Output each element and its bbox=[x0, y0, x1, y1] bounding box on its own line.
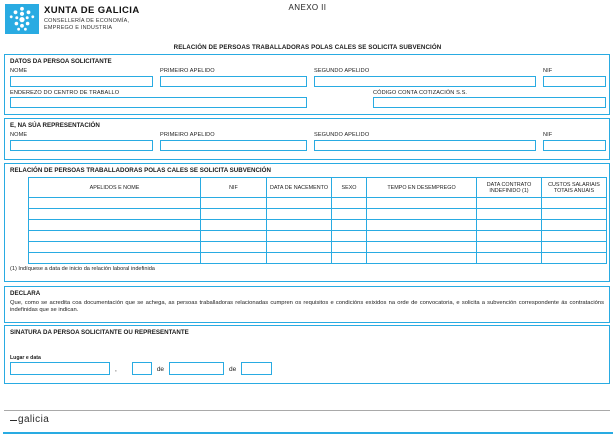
workers-section bbox=[4, 163, 610, 282]
declaration-body: Que, como se acredita coa documentación que se achega, as persoas traballadoras relacionadas cumpren os requisitos e condicións exixidos na orde de convocatoria, e solicita a subvención correspondente ás contratacións indefinidas que se indican. bbox=[10, 300, 604, 313]
department-name bbox=[44, 18, 140, 31]
signature-section bbox=[4, 325, 610, 384]
worker-cell[interactable] bbox=[201, 253, 267, 264]
col-data-de-nacemento: DATA DE NACEMENTO bbox=[267, 178, 332, 198]
signature-date-row bbox=[10, 362, 604, 375]
worker-row bbox=[29, 253, 607, 264]
worker-row bbox=[29, 231, 607, 242]
applicant-enderezo-field bbox=[10, 90, 307, 109]
worker-cell[interactable] bbox=[477, 209, 542, 220]
worker-cell[interactable] bbox=[332, 253, 367, 264]
org-name: XUNTA DE GALICIA bbox=[44, 5, 140, 16]
table-footnote: (1) Indíquese a data de inicio da relación laboral indefinida bbox=[10, 266, 155, 272]
worker-cell[interactable] bbox=[201, 220, 267, 231]
applicant-section-title: DATOS DA PERSOA SOLICITANTE bbox=[10, 58, 112, 65]
representative-row-1 bbox=[10, 132, 604, 151]
applicant-segundo-apelido-field bbox=[314, 68, 536, 87]
applicant-row-1 bbox=[10, 68, 604, 87]
month-input[interactable] bbox=[169, 362, 224, 375]
worker-cell[interactable] bbox=[201, 209, 267, 220]
worker-cell[interactable] bbox=[477, 198, 542, 209]
representative-primeiro-apelido-field bbox=[160, 132, 307, 151]
worker-row bbox=[29, 242, 607, 253]
applicant-nif-label: NIF bbox=[543, 68, 553, 74]
representative-segundo-apelido-label: SEGUNDO APELIDO bbox=[314, 132, 370, 138]
applicant-primeiro-apelido-label: PRIMEIRO APELIDO bbox=[160, 68, 215, 74]
applicant-enderezo-input[interactable] bbox=[10, 97, 307, 108]
col-tempo-en-desemprego: TEMPO EN DESEMPREGO bbox=[367, 178, 477, 198]
worker-cell[interactable] bbox=[542, 209, 607, 220]
applicant-enderezo-label: ENDEREZO DO CENTRO DE TRABALLO bbox=[10, 89, 120, 96]
representative-segundo-apelido-input[interactable] bbox=[314, 140, 536, 151]
worker-cell[interactable] bbox=[477, 231, 542, 242]
place-date-label: Lugar e data bbox=[10, 355, 41, 361]
applicant-nome-input[interactable] bbox=[10, 76, 153, 87]
worker-cell[interactable] bbox=[267, 220, 332, 231]
applicant-nif-field bbox=[543, 68, 606, 87]
place-input[interactable] bbox=[10, 362, 110, 375]
worker-cell[interactable] bbox=[477, 253, 542, 264]
applicant-nome-field bbox=[10, 68, 153, 87]
worker-cell[interactable] bbox=[542, 242, 607, 253]
worker-cell[interactable] bbox=[477, 220, 542, 231]
representative-section-title: E, NA SÚA REPRESENTACIÓN bbox=[10, 122, 100, 129]
worker-cell[interactable] bbox=[267, 253, 332, 264]
de-text-2: de bbox=[229, 366, 237, 373]
worker-cell[interactable] bbox=[267, 231, 332, 242]
worker-cell[interactable] bbox=[267, 209, 332, 220]
worker-cell[interactable] bbox=[267, 198, 332, 209]
col-data-contrato-indefinido: DATA CONTRATO INDEFINIDO (1) bbox=[477, 178, 542, 198]
year-input[interactable] bbox=[241, 362, 272, 375]
de-text-1: de bbox=[156, 366, 165, 373]
worker-row bbox=[29, 220, 607, 231]
applicant-segundo-apelido-input[interactable] bbox=[314, 76, 536, 87]
applicant-primeiro-apelido-field bbox=[160, 68, 307, 87]
applicant-nome-label: NOME bbox=[10, 68, 28, 74]
galicia-brand-stroke bbox=[10, 420, 17, 421]
representative-segundo-apelido-field bbox=[314, 132, 536, 151]
signature-title: SINATURA DA PERSOA SOLICITANTE OU REPRESENTANTE bbox=[10, 329, 189, 336]
worker-cell[interactable] bbox=[29, 253, 201, 264]
worker-cell[interactable] bbox=[367, 242, 477, 253]
workers-table-header-row bbox=[29, 178, 607, 198]
applicant-segundo-apelido-label: SEGUNDO APELIDO bbox=[314, 68, 370, 74]
worker-cell[interactable] bbox=[201, 198, 267, 209]
footer-divider bbox=[4, 410, 610, 411]
worker-cell[interactable] bbox=[29, 242, 201, 253]
worker-cell[interactable] bbox=[201, 231, 267, 242]
workers-section-title: RELACIÓN DE PERSOAS TRABALLADORAS POLAS CALES SE SOLICITA SUBVENCIÓN bbox=[10, 167, 271, 174]
representative-nome-input[interactable] bbox=[10, 140, 153, 151]
col-nif: NIF bbox=[201, 178, 267, 198]
galicia-brand-text: galicia bbox=[18, 414, 50, 425]
galicia-brand-logo bbox=[10, 414, 49, 425]
worker-cell[interactable] bbox=[542, 198, 607, 209]
worker-cell[interactable] bbox=[29, 220, 201, 231]
applicant-codigo-conta-label: CÓDIGO CONTA COTIZACIÓN S.S. bbox=[373, 89, 468, 96]
day-input[interactable] bbox=[132, 362, 152, 375]
worker-cell[interactable] bbox=[367, 253, 477, 264]
representative-nif-label: NIF bbox=[543, 132, 553, 138]
representative-nome-field bbox=[10, 132, 153, 151]
form-title: RELACIÓN DE PERSOAS TRABALLADORAS POLAS CALES SE SOLICITA SUBVENCIÓN bbox=[173, 44, 442, 51]
header bbox=[0, 0, 615, 42]
worker-cell[interactable] bbox=[332, 198, 367, 209]
worker-cell[interactable] bbox=[367, 209, 477, 220]
worker-row bbox=[29, 198, 607, 209]
representative-primeiro-apelido-input[interactable] bbox=[160, 140, 307, 151]
worker-cell[interactable] bbox=[542, 231, 607, 242]
col-custos-salariais: CUSTOS SALARIAIS TOTAIS ANUAIS bbox=[542, 178, 607, 198]
worker-cell[interactable] bbox=[29, 198, 201, 209]
comma-separator: , bbox=[115, 366, 117, 373]
workers-table bbox=[28, 177, 607, 264]
declaration-section bbox=[4, 286, 610, 323]
applicant-section bbox=[4, 54, 610, 115]
worker-cell[interactable] bbox=[367, 231, 477, 242]
footer-accent-bar bbox=[3, 432, 613, 434]
representative-primeiro-apelido-label: PRIMEIRO APELIDO bbox=[160, 132, 215, 138]
applicant-nif-input[interactable] bbox=[543, 76, 606, 87]
form-body bbox=[4, 54, 610, 384]
worker-cell[interactable] bbox=[29, 231, 201, 242]
representative-nif-field bbox=[543, 132, 606, 151]
applicant-codigo-conta-input[interactable] bbox=[373, 97, 606, 108]
worker-cell[interactable] bbox=[201, 242, 267, 253]
col-apelidos-e-nome: APELIDOS E NOME bbox=[29, 178, 201, 198]
representative-nif-input[interactable] bbox=[543, 140, 606, 151]
worker-cell[interactable] bbox=[332, 220, 367, 231]
col-sexo: SEXO bbox=[332, 178, 367, 198]
applicant-codigo-conta-field bbox=[373, 90, 606, 109]
worker-cell[interactable] bbox=[542, 253, 607, 264]
representative-section bbox=[4, 118, 610, 160]
worker-cell[interactable] bbox=[29, 209, 201, 220]
declaration-title: DECLARA bbox=[10, 290, 41, 297]
worker-row bbox=[29, 209, 607, 220]
worker-cell[interactable] bbox=[367, 220, 477, 231]
representative-nome-label: NOME bbox=[10, 132, 28, 138]
applicant-primeiro-apelido-input[interactable] bbox=[160, 76, 307, 87]
worker-cell[interactable] bbox=[542, 220, 607, 231]
applicant-row-2 bbox=[10, 90, 604, 109]
worker-cell[interactable] bbox=[367, 198, 477, 209]
department-line-1: CONSELLERÍA DE ECONOMÍA, bbox=[44, 18, 130, 24]
worker-cell[interactable] bbox=[332, 242, 367, 253]
worker-cell[interactable] bbox=[267, 242, 332, 253]
department-line-2: EMPREGO E INDUSTRIA bbox=[44, 24, 113, 31]
worker-cell[interactable] bbox=[332, 231, 367, 242]
annex-label: ANEXO II bbox=[288, 3, 327, 12]
worker-cell[interactable] bbox=[332, 209, 367, 220]
worker-cell[interactable] bbox=[477, 242, 542, 253]
